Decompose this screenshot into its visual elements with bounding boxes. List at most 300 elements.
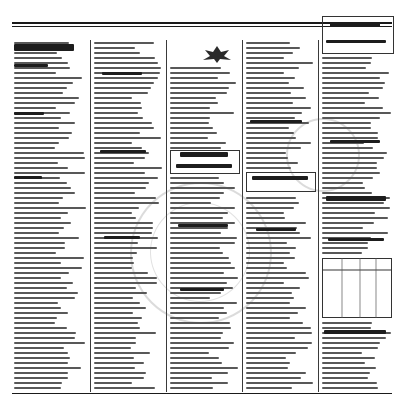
placeholder-line	[94, 197, 156, 199]
placeholder-line	[322, 117, 380, 119]
placeholder-line	[170, 97, 216, 99]
placeholder-line	[94, 347, 131, 349]
placeholder-line	[94, 177, 158, 179]
placeholder-line	[246, 202, 299, 204]
placeholder-line	[246, 237, 311, 239]
placeholder-line	[94, 97, 132, 99]
placeholder-line	[94, 212, 132, 214]
placeholder-line	[246, 162, 298, 164]
placeholder-line	[14, 272, 69, 274]
placeholder-line	[14, 382, 62, 384]
placeholder-line	[322, 362, 365, 364]
placeholder-line	[94, 232, 152, 234]
placeholder-line	[170, 182, 224, 184]
placeholder-line	[246, 72, 284, 74]
placeholder-line	[14, 222, 71, 224]
placeholder-line	[94, 282, 157, 284]
placeholder-line	[94, 187, 146, 189]
placeholder-line	[14, 147, 55, 149]
placeholder-line	[94, 372, 146, 374]
placeholder-line	[170, 262, 231, 264]
placeholder-line	[14, 132, 72, 134]
placeholder-line	[322, 377, 368, 379]
placeholder-line	[246, 357, 286, 359]
placeholder-line	[14, 107, 56, 109]
placeholder-line	[322, 242, 368, 244]
placeholder-line	[170, 207, 235, 209]
placeholder-line	[14, 327, 67, 329]
placeholder-line	[14, 77, 82, 79]
placeholder-line	[246, 382, 313, 384]
placeholder-line	[94, 252, 137, 254]
placeholder-line	[14, 332, 76, 334]
column-divider	[90, 40, 91, 392]
placeholder-line	[170, 132, 217, 134]
placeholder-line	[246, 152, 286, 154]
placeholder-line	[246, 332, 312, 334]
bottom-rule	[12, 393, 392, 394]
placeholder-line	[94, 202, 159, 204]
heading-placeholder	[326, 40, 386, 43]
placeholder-line	[170, 237, 237, 239]
placeholder-line	[170, 122, 209, 124]
heading-placeholder	[102, 72, 142, 75]
placeholder-line	[94, 122, 152, 124]
placeholder-line	[94, 222, 153, 224]
placeholder-line	[322, 97, 379, 99]
heading-placeholder	[104, 236, 140, 239]
placeholder-line	[322, 222, 374, 224]
placeholder-line	[94, 207, 139, 209]
placeholder-line	[246, 267, 287, 269]
placeholder-line	[94, 342, 136, 344]
placeholder-line	[322, 152, 387, 154]
placeholder-line	[246, 97, 306, 99]
placeholder-line	[170, 202, 211, 204]
placeholder-line	[170, 282, 227, 284]
placeholder-line	[94, 297, 133, 299]
placeholder-line	[94, 92, 148, 94]
placeholder-line	[170, 232, 221, 234]
placeholder-line	[14, 192, 75, 194]
placeholder-line	[94, 227, 153, 229]
placeholder-line	[14, 267, 82, 269]
placeholder-line	[170, 367, 238, 369]
placeholder-line	[322, 337, 386, 339]
placeholder-line	[14, 157, 85, 159]
placeholder-line	[246, 87, 304, 89]
placeholder-line	[14, 252, 56, 254]
placeholder-line	[170, 307, 224, 309]
placeholder-line	[322, 202, 384, 204]
placeholder-line	[94, 337, 136, 339]
placeholder-line	[322, 107, 383, 109]
placeholder-line	[246, 352, 296, 354]
placeholder-line	[246, 57, 284, 59]
placeholder-line	[94, 167, 162, 169]
placeholder-line	[322, 187, 365, 189]
placeholder-line	[14, 292, 78, 294]
placeholder-line	[322, 357, 375, 359]
placeholder-line	[94, 82, 154, 84]
placeholder-line	[94, 292, 147, 294]
placeholder-line	[14, 212, 68, 214]
placeholder-line	[322, 207, 390, 209]
heading-placeholder	[180, 288, 224, 291]
placeholder-line	[170, 347, 229, 349]
placeholder-line	[14, 322, 55, 324]
placeholder-line	[94, 182, 149, 184]
placeholder-line	[246, 132, 294, 134]
placeholder-line	[94, 362, 144, 364]
placeholder-line	[322, 212, 375, 214]
placeholder-line	[170, 187, 235, 189]
placeholder-line	[246, 372, 306, 374]
placeholder-line	[94, 367, 135, 369]
placeholder-line	[322, 167, 377, 169]
placeholder-line	[322, 122, 371, 124]
placeholder-line	[322, 192, 372, 194]
placeholder-line	[14, 357, 70, 359]
placeholder-line	[94, 142, 132, 144]
placeholder-line	[246, 147, 301, 149]
placeholder-line	[94, 357, 134, 359]
placeholder-line	[14, 342, 85, 344]
placeholder-line	[170, 112, 234, 114]
placeholder-line	[246, 307, 306, 309]
placeholder-line	[14, 162, 58, 164]
placeholder-line	[170, 102, 218, 104]
placeholder-line	[170, 67, 221, 69]
placeholder-line	[246, 342, 312, 344]
placeholder-line	[14, 237, 79, 239]
placeholder-line	[14, 122, 75, 124]
placeholder-line	[94, 157, 145, 159]
placeholder-line	[322, 77, 380, 79]
placeholder-line	[94, 57, 155, 59]
placeholder-line	[170, 277, 238, 279]
placeholder-line	[94, 352, 150, 354]
placeholder-line	[14, 377, 68, 379]
placeholder-line	[246, 207, 294, 209]
placeholder-line	[170, 312, 227, 314]
placeholder-line	[322, 232, 388, 234]
placeholder-line	[246, 242, 287, 244]
placeholder-line	[94, 317, 142, 319]
placeholder-line	[322, 137, 378, 139]
placeholder-line	[246, 117, 295, 119]
placeholder-line	[94, 117, 143, 119]
placeholder-line	[94, 257, 133, 259]
placeholder-line	[246, 287, 300, 289]
placeholder-line	[322, 147, 373, 149]
placeholder-line	[14, 127, 59, 129]
placeholder-line	[246, 232, 300, 234]
placeholder-line	[94, 277, 157, 279]
placeholder-line	[14, 152, 84, 154]
placeholder-line	[94, 307, 146, 309]
placeholder-line	[322, 177, 373, 179]
placeholder-line	[94, 137, 161, 139]
heading-placeholder	[100, 150, 146, 153]
placeholder-line	[246, 312, 298, 314]
placeholder-line	[170, 142, 226, 144]
placeholder-line	[14, 247, 65, 249]
heading-placeholder	[324, 330, 386, 334]
placeholder-line	[94, 162, 134, 164]
placeholder-line	[322, 387, 378, 389]
placeholder-line	[322, 112, 391, 114]
placeholder-line	[170, 327, 231, 329]
placeholder-line	[170, 337, 221, 339]
placeholder-line	[14, 67, 70, 69]
placeholder-line	[170, 322, 230, 324]
placeholder-line	[170, 197, 220, 199]
placeholder-line	[170, 297, 210, 299]
placeholder-line	[246, 142, 311, 144]
placeholder-line	[14, 337, 75, 339]
placeholder-line	[322, 352, 362, 354]
placeholder-line	[322, 227, 363, 229]
placeholder-line	[246, 387, 292, 389]
placeholder-line	[14, 297, 75, 299]
placeholder-line	[170, 77, 218, 79]
placeholder-line	[94, 377, 144, 379]
placeholder-line	[14, 117, 61, 119]
placeholder-line	[246, 252, 290, 254]
heading-placeholder	[250, 120, 302, 123]
placeholder-line	[246, 292, 292, 294]
placeholder-line	[246, 212, 284, 214]
placeholder-line	[170, 127, 213, 129]
placeholder-line	[322, 92, 369, 94]
placeholder-line	[322, 127, 371, 129]
placeholder-line	[170, 352, 209, 354]
placeholder-line	[170, 317, 219, 319]
placeholder-line	[322, 372, 370, 374]
placeholder-line	[170, 87, 229, 89]
placeholder-line	[94, 387, 155, 389]
placeholder-line	[170, 92, 227, 94]
placeholder-line	[94, 327, 140, 329]
placeholder-line	[170, 292, 221, 294]
placeholder-line	[246, 112, 302, 114]
placeholder-line	[246, 52, 293, 54]
heading-placeholder	[14, 112, 44, 115]
placeholder-line	[14, 217, 61, 219]
placeholder-line	[14, 312, 68, 314]
placeholder-line	[246, 82, 289, 84]
placeholder-line	[94, 312, 133, 314]
placeholder-line	[170, 107, 210, 109]
placeholder-line	[14, 97, 79, 99]
placeholder-line	[322, 62, 371, 64]
placeholder-line	[246, 102, 293, 104]
placeholder-line	[94, 247, 157, 249]
heading-placeholder	[178, 224, 228, 227]
placeholder-line	[322, 57, 372, 59]
placeholder-line	[94, 272, 148, 274]
placeholder-line	[94, 332, 156, 334]
heading-placeholder	[328, 238, 384, 241]
placeholder-line	[322, 182, 363, 184]
placeholder-line	[14, 352, 68, 354]
placeholder-line	[94, 147, 142, 149]
placeholder-line	[14, 187, 71, 189]
placeholder-line	[170, 342, 234, 344]
placeholder-line	[14, 302, 58, 304]
placeholder-line	[14, 52, 57, 54]
placeholder-line	[14, 197, 63, 199]
placeholder-line	[170, 192, 224, 194]
placeholder-line	[14, 387, 61, 389]
placeholder-line	[14, 182, 67, 184]
placeholder-line	[94, 62, 158, 64]
placeholder-line	[94, 87, 151, 89]
placeholder-line	[322, 157, 384, 159]
placeholder-line	[14, 102, 75, 104]
placeholder-line	[94, 287, 136, 289]
placeholder-line	[170, 212, 228, 214]
placeholder-line	[170, 372, 228, 374]
placeholder-line	[170, 137, 208, 139]
placeholder-line	[246, 62, 313, 64]
placeholder-line	[94, 262, 134, 264]
placeholder-line	[170, 377, 212, 379]
placeholder-line	[322, 132, 378, 134]
placeholder-line	[170, 147, 221, 149]
placeholder-line	[170, 82, 236, 84]
placeholder-line	[246, 282, 284, 284]
placeholder-line	[14, 282, 73, 284]
placeholder-line	[94, 102, 141, 104]
placeholder-line	[14, 257, 84, 259]
placeholder-line	[94, 242, 138, 244]
placeholder-line	[14, 207, 86, 209]
placeholder-line	[246, 157, 288, 159]
heading-placeholder	[176, 164, 232, 168]
placeholder-line	[94, 302, 140, 304]
placeholder-line	[170, 252, 223, 254]
heading-placeholder	[180, 152, 228, 157]
placeholder-line	[322, 162, 377, 164]
placeholder-line	[94, 112, 138, 114]
placeholder-line	[246, 362, 290, 364]
placeholder-line	[14, 317, 57, 319]
heading-placeholder	[330, 22, 380, 27]
placeholder-line	[322, 72, 389, 74]
placeholder-line	[170, 72, 230, 74]
placeholder-line	[322, 172, 380, 174]
placeholder-line	[94, 322, 138, 324]
placeholder-line	[170, 267, 235, 269]
placeholder-line	[246, 47, 300, 49]
heading-placeholder	[326, 196, 386, 201]
placeholder-line	[322, 347, 378, 349]
placeholder-line	[94, 67, 161, 69]
placeholder-line	[14, 167, 68, 169]
placeholder-line	[170, 302, 237, 304]
placeholder-line	[246, 277, 309, 279]
placeholder-line	[94, 172, 145, 174]
placeholder-line	[246, 77, 295, 79]
placeholder-line	[14, 172, 85, 174]
placeholder-line	[14, 72, 56, 74]
placeholder-line	[14, 372, 68, 374]
placeholder-line	[94, 267, 132, 269]
placeholder-line	[94, 382, 132, 384]
placeholder-line	[246, 222, 306, 224]
placeholder-line	[322, 67, 366, 69]
placeholder-line	[14, 232, 59, 234]
placeholder-line	[170, 272, 224, 274]
placeholder-line	[170, 177, 219, 179]
placeholder-line	[94, 127, 154, 129]
placeholder-line	[322, 382, 377, 384]
placeholder-line	[14, 242, 65, 244]
placeholder-line	[94, 192, 135, 194]
placeholder-line	[246, 127, 289, 129]
heading-placeholder	[330, 140, 380, 143]
placeholder-line	[322, 327, 371, 329]
placeholder-line	[246, 302, 290, 304]
placeholder-line	[246, 197, 296, 199]
placeholder-line	[94, 132, 140, 134]
placeholder-line	[246, 262, 284, 264]
placeholder-line	[322, 217, 388, 219]
placeholder-line	[170, 387, 213, 389]
placeholder-line	[246, 327, 311, 329]
placeholder-line	[14, 142, 59, 144]
placeholder-line	[246, 247, 296, 249]
placeholder-line	[14, 57, 62, 59]
placeholder-line	[170, 247, 220, 249]
placeholder-line	[322, 322, 372, 324]
placeholder-line	[170, 117, 210, 119]
placeholder-line	[322, 102, 365, 104]
placeholder-line	[246, 377, 301, 379]
placeholder-line	[322, 342, 380, 344]
placeholder-line	[14, 137, 69, 139]
placeholder-line	[170, 332, 223, 334]
placeholder-line	[246, 337, 295, 339]
placeholder-line	[246, 317, 290, 319]
placeholder-line	[14, 202, 59, 204]
placeholder-line	[14, 262, 61, 264]
placeholder-line	[14, 307, 61, 309]
placeholder-line	[322, 367, 376, 369]
placeholder-line	[170, 242, 235, 244]
heading-placeholder	[14, 44, 74, 51]
placeholder-line	[322, 252, 362, 254]
placeholder-line	[246, 67, 299, 69]
placeholder-line	[94, 217, 136, 219]
placeholder-line	[246, 107, 311, 109]
placeholder-line	[322, 247, 368, 249]
heading-placeholder	[256, 228, 296, 231]
placeholder-line	[94, 47, 135, 49]
column-divider	[318, 40, 319, 392]
placeholder-line	[170, 357, 219, 359]
placeholder-line	[322, 87, 383, 89]
placeholder-line	[170, 257, 229, 259]
heading-placeholder	[14, 176, 42, 179]
placeholder-line	[170, 362, 222, 364]
placeholder-line	[94, 107, 142, 109]
placeholder-line	[246, 167, 291, 169]
placeholder-line	[246, 137, 296, 139]
seal-stamp	[286, 118, 360, 192]
